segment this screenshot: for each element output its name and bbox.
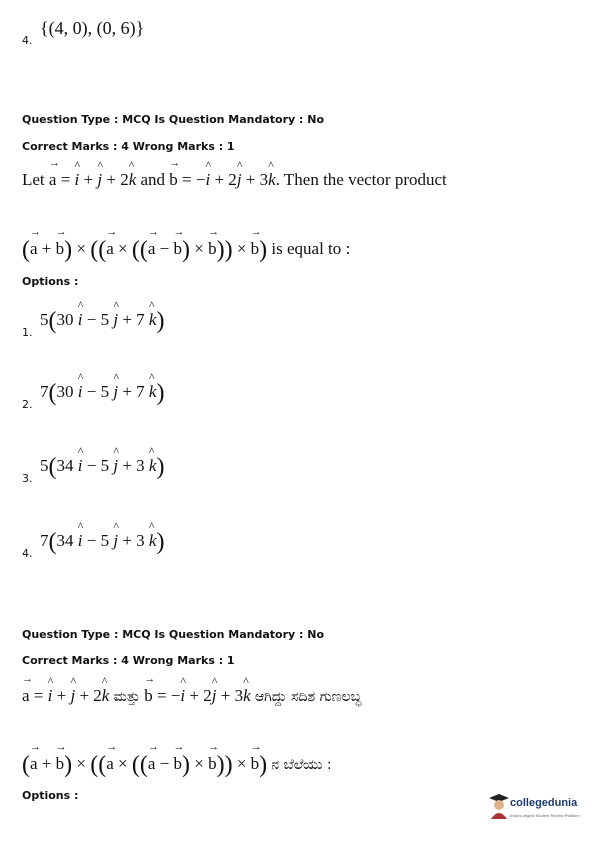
q1-options-label: Options : [22, 275, 79, 288]
prev-option-number: 4. [22, 34, 33, 47]
q2-meta-line2: Correct Marks : 4 Wrong Marks : 1 [22, 654, 235, 667]
q2-stem-line2: (→ a + → b) × ((→ a × ((→ a − → b) × → b)) × → b) ನ ಬೆಲೆಯು : [22, 752, 332, 779]
q1-stem-tail2: is equal to : [271, 239, 351, 258]
q2-options-label: Options : [22, 789, 79, 802]
logo-name: collegedunia [510, 797, 578, 809]
logo-tagline: India's largest Student Review Platform [510, 813, 580, 818]
prev-option-text: {(4, 0), (0, 6)} [40, 18, 145, 38]
q1-meta-line1: Question Type : MCQ Is Question Mandatory : No [22, 113, 325, 126]
q1-stem-line2: (→ a + → b) × ((→ a × ((→ a − → b) × → b)) × → b) is equal to : [22, 237, 350, 264]
q1-option-1[interactable]: 5(30 ^ i − 5 ^ j + 7 ^ k) [40, 308, 164, 335]
q1-meta-line2: Correct Marks : 4 Wrong Marks : 1 [22, 140, 235, 153]
q2-meta-line1: Question Type : MCQ Is Question Mandatory : No [22, 628, 325, 641]
q1-option-2[interactable]: 7(30 ^ i − 5 ^ j + 7 ^ k) [40, 380, 164, 407]
q1-option-2-number: 2. [22, 398, 33, 411]
q1-option-4-number: 4. [22, 547, 33, 560]
q2-kn-tail: ಆಗಿದ್ದು ಸದಿಶ ಗುಣಲಬ್ಧ [254, 689, 362, 705]
q2-kn-tail2: ನ ಬೆಲೆಯು : [271, 757, 332, 773]
q1-option-3[interactable]: 5(34 ^ i − 5 ^ j + 3 ^ k) [40, 454, 164, 481]
q1-option-4[interactable]: 7(34 ^ i − 5 ^ j + 3 ^ k) [40, 529, 164, 556]
q1-option-3-number: 3. [22, 472, 33, 485]
q1-stem-line1: Let → a = ^ i + ^ j + 2^ k and → b = −^ i + 2^ j + 3^ k. Then the vector product [22, 170, 447, 190]
q1-stem-tail: Then the vector product [283, 170, 447, 189]
q2-kn-mattu: ಮತ್ತು [113, 689, 140, 705]
q1-option-1-number: 1. [22, 326, 33, 339]
collegedunia-logo [488, 793, 588, 823]
graduate-icon [488, 793, 510, 819]
q2-stem-line1: → a = ^ i + ^ j + 2^ k ಮತ್ತು → b = −^ i + 2^ j + 3^ k ಆಗಿದ್ದು ಸದಿಶ ಗುಣಲಬ್ಧ [22, 686, 361, 706]
